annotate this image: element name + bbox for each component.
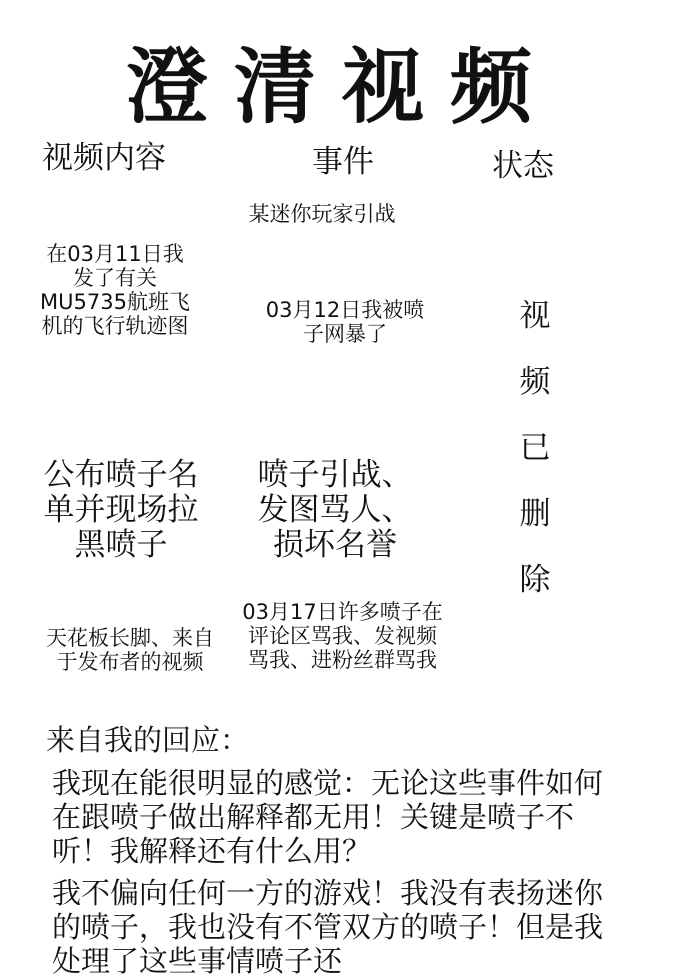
status-char: 频 <box>519 364 551 400</box>
status-video-deleted <box>505 283 565 613</box>
header-status: 状态 <box>492 148 554 184</box>
response-paragraph-2: 我不偏向任何一方的游戏！我没有表扬迷你的喷子，我也没有不管双方的喷子！但是我处理了这些事情喷子还 <box>52 876 604 978</box>
row3-content-text: 天花板长脚、来自于发布者的视频 <box>46 626 214 674</box>
header-event: 事件 <box>312 144 374 180</box>
status-char: 除 <box>519 562 551 598</box>
status-char: 删 <box>519 496 551 532</box>
event-intro-text: 某迷你玩家引战 <box>248 202 396 226</box>
row2-content-text: 公布喷子名单并现场拉黑喷子 <box>43 457 199 563</box>
row1-content-text: 在03月11日我发了有关MU5735航班飞机的飞行轨迹图 <box>40 242 190 338</box>
page-title: 澄清视频 <box>125 40 558 135</box>
status-char: 已 <box>519 430 551 466</box>
header-video-content: 视频内容 <box>42 140 166 176</box>
status-char: 视 <box>519 298 551 334</box>
response-title: 来自我的回应： <box>46 723 250 757</box>
row2-event-text: 喷子引战、发图骂人、损坏名誉 <box>257 457 413 563</box>
row1-event-text: 03月12日我被喷子网暴了 <box>265 298 425 346</box>
row3-event-text: 03月17日许多喷子在评论区骂我、发视频骂我、进粉丝群骂我 <box>242 600 443 672</box>
response-paragraph-1: 我现在能很明显的感觉：无论这些事件如何在跟喷子做出解释都无用！关键是喷子不听！我解释还有什么用？ <box>52 766 604 868</box>
